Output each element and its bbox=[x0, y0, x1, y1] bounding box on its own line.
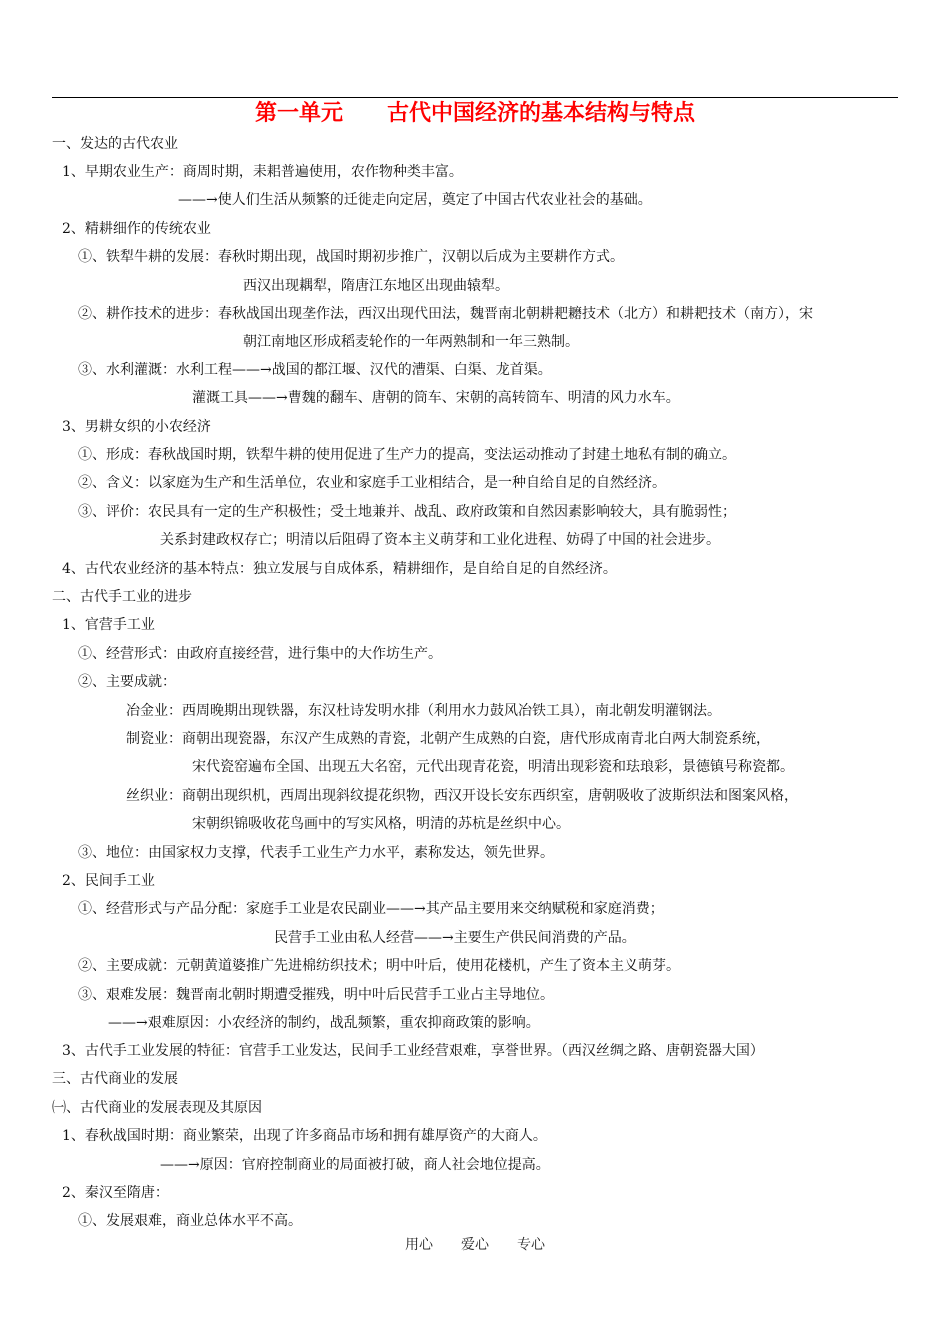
text-line: ②、含义：以家庭为生产和生活单位，农业和家庭手工业相结合，是一种自给自足的自然经济。 bbox=[78, 475, 666, 491]
text-line: 3、古代手工业发展的特征：官营手工业发达，民间手工业经营艰难，享誉世界。（西汉丝绸之路、唐朝瓷器大国） bbox=[62, 1043, 764, 1059]
text-line: ②、主要成就：元朝黄道婆推广先进棉纺织技术；明中叶后，使用花楼机，产生了资本主义萌芽。 bbox=[78, 958, 680, 974]
text-line: ③、艰难发展：魏晋南北朝时期遭受摧残，明中叶后民营手工业占主导地位。 bbox=[78, 987, 554, 1003]
text-line: 制瓷业：商朝出现瓷器，东汉产生成熟的青瓷，北朝产生成熟的白瓷，唐代形成南青北白两大制瓷系统， bbox=[126, 731, 770, 747]
text-line: 西汉出现耦犁，隋唐江东地区出现曲辕犁。 bbox=[243, 278, 509, 294]
text-line: ①、铁犁牛耕的发展：春秋时期出现，战国时期初步推广，汉朝以后成为主要耕作方式。 bbox=[78, 249, 624, 265]
text-line: 灌溉工具——→曹魏的翻车、唐朝的筒车、宋朝的高转筒车、明清的风力水车。 bbox=[192, 390, 680, 406]
subsection-heading: 3、男耕女织的小农经济 bbox=[62, 419, 211, 435]
section-heading: 二、古代手工业的进步 bbox=[52, 589, 192, 605]
subsection-heading: 2、精耕细作的传统农业 bbox=[62, 221, 211, 237]
text-line: ③、评价：农民具有一定的生产积极性；受土地兼并、战乱、政府政策和自然因素影响较大，具有脆弱性； bbox=[78, 504, 736, 520]
text-line: 朝江南地区形成稻麦轮作的一年两熟制和一年三熟制。 bbox=[243, 334, 579, 350]
text-line: 宋代瓷窑遍布全国、出现五大名窑，元代出现青花瓷，明清出现彩瓷和珐琅彩，景德镇号称瓷都。 bbox=[192, 759, 794, 775]
text-line: ——→艰难原因：小农经济的制约，战乱频繁，重农抑商政策的影响。 bbox=[108, 1015, 540, 1031]
page-footer: 用心 爱心 专心 bbox=[405, 1237, 545, 1253]
subsection-heading: 2、民间手工业 bbox=[62, 873, 155, 889]
subsection-heading: ㈠、古代商业的发展表现及其原因 bbox=[52, 1100, 262, 1116]
text-line: 1、早期农业生产：商周时期，耒耜普遍使用，农作物种类丰富。 bbox=[62, 164, 463, 180]
subsection-heading: 2、秦汉至隋唐： bbox=[62, 1185, 169, 1201]
text-line: 丝织业：商朝出现织机，西周出现斜纹提花织物，西汉开设长安东西织室，唐朝吸收了波斯织法和图案风格， bbox=[126, 788, 798, 804]
text-line: ②、主要成就： bbox=[78, 674, 176, 690]
text-line: ②、耕作技术的进步：春秋战国出现垄作法，西汉出现代田法，魏晋南北朝耕耙耱技术（北方）和耕耙技术（南方），宋 bbox=[78, 306, 813, 322]
text-line: 关系封建政权存亡；明清以后阻碍了资本主义萌芽和工业化进程、妨碍了中国的社会进步。 bbox=[160, 532, 720, 548]
text-line: 4、古代农业经济的基本特点：独立发展与自成体系，精耕细作，是自给自足的自然经济。 bbox=[62, 561, 617, 577]
section-heading: 一、发达的古代农业 bbox=[52, 136, 178, 152]
text-line: ①、发展艰难，商业总体水平不高。 bbox=[78, 1213, 302, 1229]
text-line: ③、地位：由国家权力支撑，代表手工业生产力水平，素称发达，领先世界。 bbox=[78, 845, 554, 861]
text-line: 1、春秋战国时期：商业繁荣，出现了许多商品市场和拥有雄厚资产的大商人。 bbox=[62, 1128, 547, 1144]
text-line: 冶金业：西周晚期出现铁器，东汉杜诗发明水排（利用水力鼓风冶铁工具），南北朝发明灌钢法。 bbox=[126, 703, 721, 719]
section-heading: 三、古代商业的发展 bbox=[52, 1071, 178, 1087]
text-line: ①、经营形式：由政府直接经营，进行集中的大作坊生产。 bbox=[78, 646, 442, 662]
text-line: 宋朝织锦吸收花鸟画中的写实风格，明清的苏杭是丝织中心。 bbox=[192, 816, 570, 832]
text-line: ①、经营形式与产品分配：家庭手工业是农民副业——→其产品主要用来交纳赋税和家庭消费； bbox=[78, 901, 664, 917]
text-line: ③、水利灌溉：水利工程——→战国的都江堰、汉代的漕渠、白渠、龙首渠。 bbox=[78, 362, 552, 378]
text-line: ①、形成：春秋战国时期，铁犁牛耕的使用促进了生产力的提高，变法运动推动了封建土地私有制的确立。 bbox=[78, 447, 736, 463]
text-line: 民营手工业由私人经营——→主要生产供民间消费的产品。 bbox=[274, 930, 636, 946]
page-title: 第一单元 古代中国经济的基本结构与特点 bbox=[254, 100, 695, 126]
text-line: ——→使人们生活从频繁的迁徙走向定居，奠定了中国古代农业社会的基础。 bbox=[178, 192, 652, 208]
text-line: ——→原因：官府控制商业的局面被打破，商人社会地位提高。 bbox=[160, 1157, 550, 1173]
subsection-heading: 1、官营手工业 bbox=[62, 617, 155, 633]
